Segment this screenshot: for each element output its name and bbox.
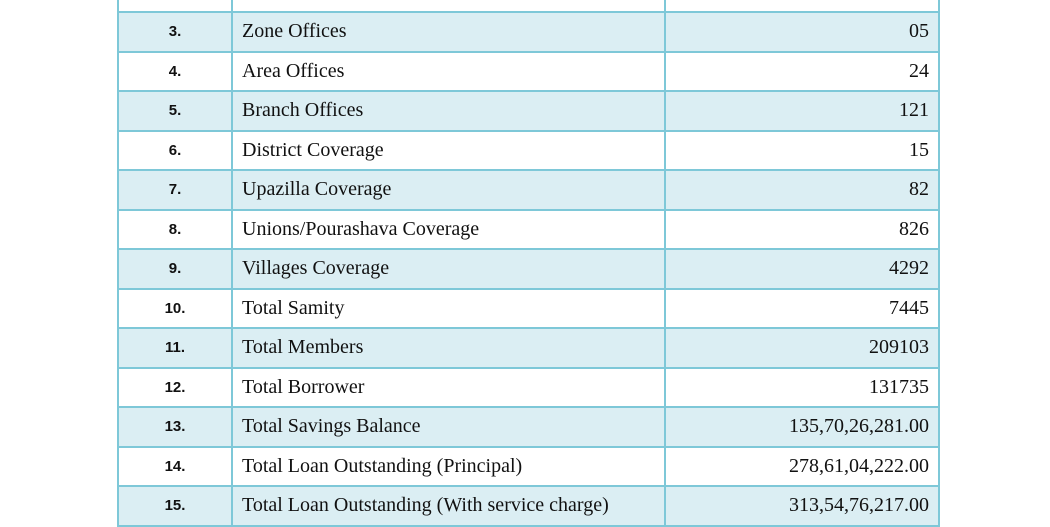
row-value: 278,61,04,222.00 — [665, 447, 939, 487]
row-value: 131735 — [665, 368, 939, 408]
row-label: Upazilla Coverage — [232, 170, 665, 210]
table-row — [118, 12, 939, 52]
row-value: 313,54,76,217.00 — [665, 486, 939, 526]
row-label: Villages Coverage — [232, 249, 665, 289]
row-number: 8. — [118, 210, 232, 250]
row-number: 10. — [118, 289, 232, 329]
row-number: 3. — [118, 12, 232, 52]
row-number: 13. — [118, 407, 232, 447]
row-value: 4292 — [665, 249, 939, 289]
table-row — [118, 328, 939, 368]
table-row — [118, 170, 939, 210]
table-row — [118, 486, 939, 526]
table-cell — [665, 0, 939, 12]
row-value: 826 — [665, 210, 939, 250]
table-row — [118, 210, 939, 250]
table-cell — [232, 0, 665, 12]
row-value: 82 — [665, 170, 939, 210]
row-value: 15 — [665, 131, 939, 171]
row-label: Total Loan Outstanding (With service charge) — [232, 486, 665, 526]
row-number: 9. — [118, 249, 232, 289]
row-label: Total Borrower — [232, 368, 665, 408]
table-row — [118, 407, 939, 447]
row-number: 15. — [118, 486, 232, 526]
row-label: Branch Offices — [232, 91, 665, 131]
row-label: District Coverage — [232, 131, 665, 171]
row-value: 7445 — [665, 289, 939, 329]
table-cell — [118, 0, 232, 12]
row-number: 7. — [118, 170, 232, 210]
row-value: 135,70,26,281.00 — [665, 407, 939, 447]
row-label: Area Offices — [232, 52, 665, 92]
row-number: 6. — [118, 131, 232, 171]
row-value: 121 — [665, 91, 939, 131]
row-number: 5. — [118, 91, 232, 131]
row-value: 05 — [665, 12, 939, 52]
table-row — [118, 368, 939, 408]
row-label: Total Savings Balance — [232, 407, 665, 447]
row-label: Unions/Pourashava Coverage — [232, 210, 665, 250]
row-value: 209103 — [665, 328, 939, 368]
table-row — [118, 52, 939, 92]
row-label: Total Loan Outstanding (Principal) — [232, 447, 665, 487]
table-row — [118, 289, 939, 329]
row-label: Total Members — [232, 328, 665, 368]
table-row-partial — [118, 0, 939, 12]
row-value: 24 — [665, 52, 939, 92]
table-row — [118, 249, 939, 289]
table-row — [118, 447, 939, 487]
row-number: 11. — [118, 328, 232, 368]
table-row — [118, 131, 939, 171]
table-row — [118, 91, 939, 131]
row-label: Zone Offices — [232, 12, 665, 52]
statistics-table — [117, 0, 940, 527]
row-label: Total Samity — [232, 289, 665, 329]
row-number: 12. — [118, 368, 232, 408]
row-number: 4. — [118, 52, 232, 92]
row-number: 14. — [118, 447, 232, 487]
